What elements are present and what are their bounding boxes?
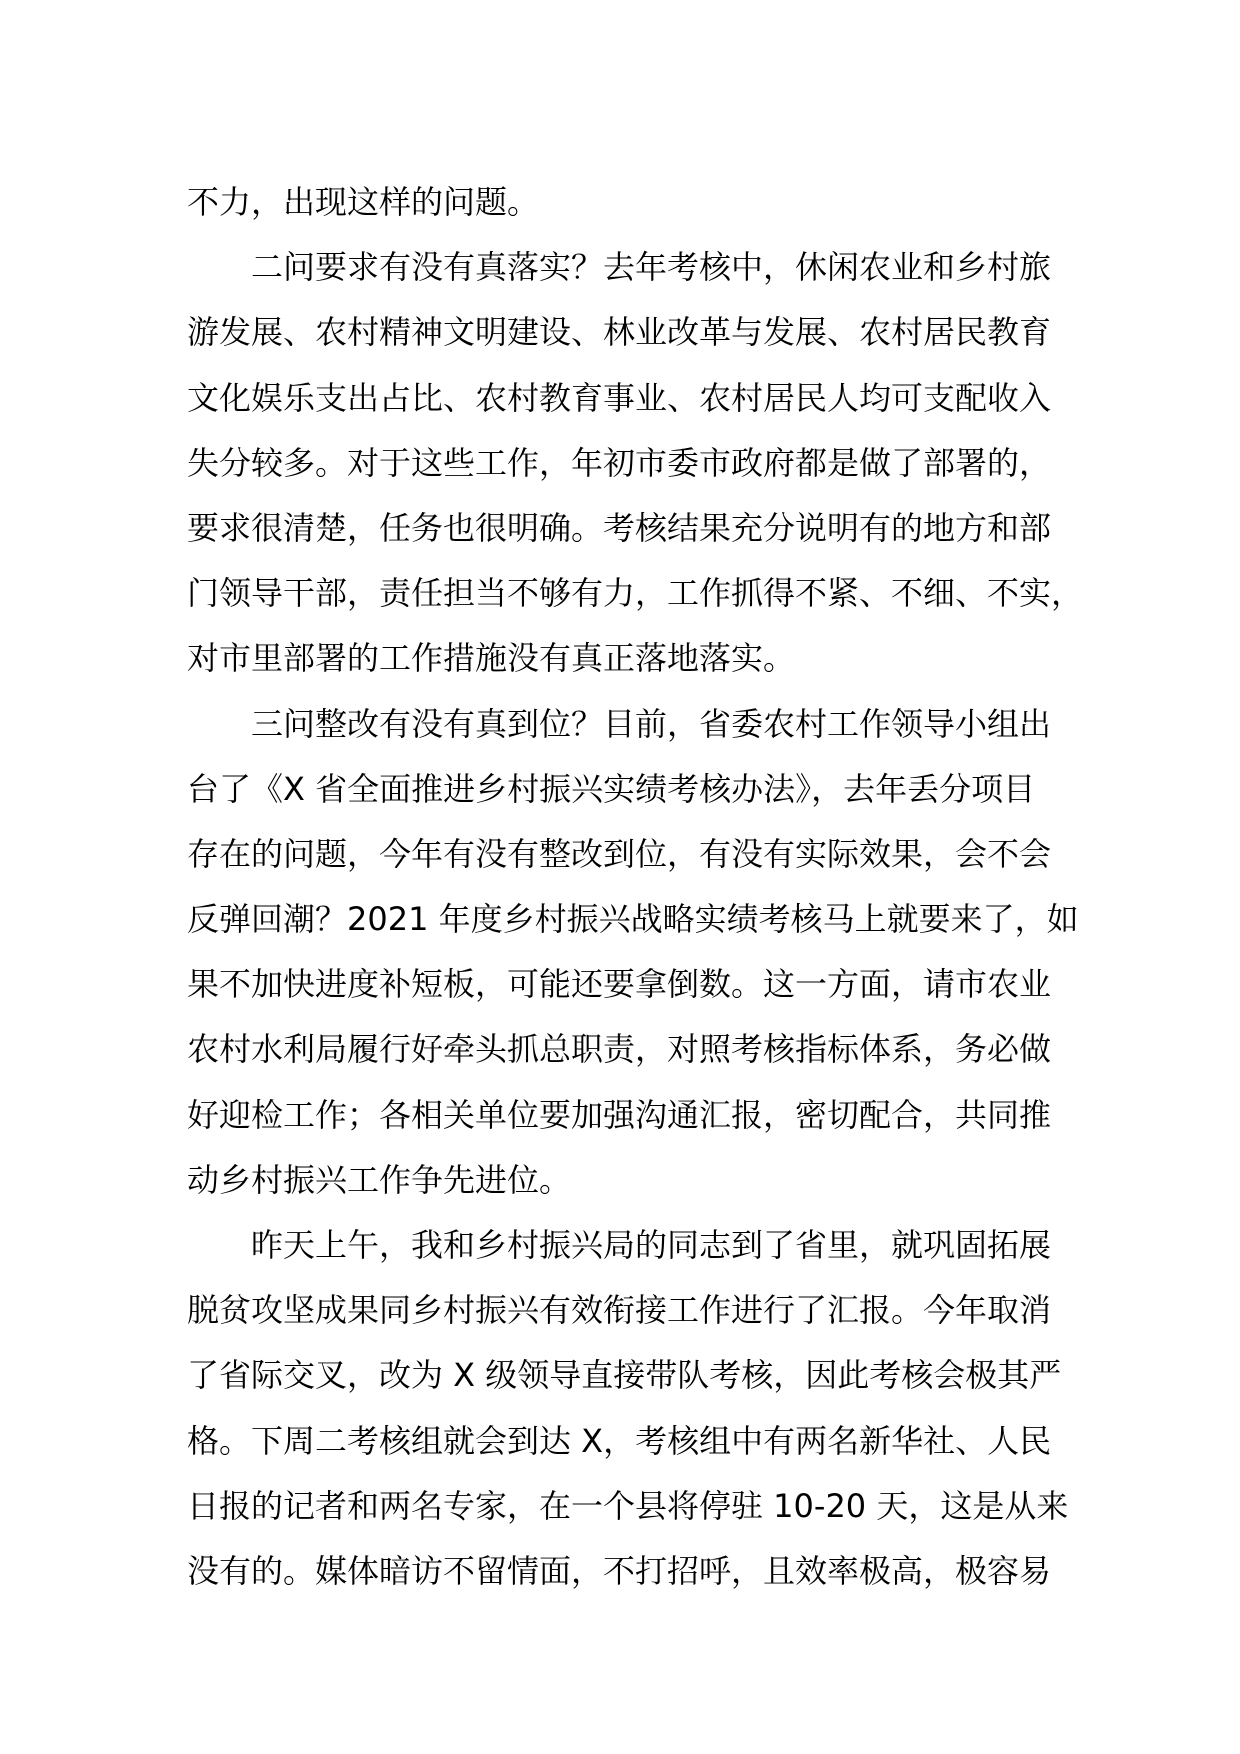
text-line: 农村水利局履行好牵头抓总职责，对照考核指标体系，务必做 [187,1030,1052,1069]
text-line: 门领导干部，责任担当不够有力，工作抓得不紧、不细、不实， [187,574,1084,613]
body-text [187,170,1087,1604]
text-line: 存在的问题，今年有没有整改到位，有没有实际效果，会不会 [187,834,1052,873]
text-line: 反弹回潮？2021 年度乡村振兴战略实绩考核马上就要来了，如 [187,900,1079,939]
text-line: 要求很清楚，任务也很明确。考核结果充分说明有的地方和部 [187,508,1052,547]
paragraph-start-line: 三问整改有没有真到位？目前，省委农村工作领导小组出 [251,704,1052,743]
text-line: 果不加快进度补短板，可能还要拿倒数。这一方面，请市农业 [187,965,1052,1004]
text-line: 了省际交叉，改为 X 级领导直接带队考核，因此考核会极其严 [187,1356,1062,1395]
text-line: 脱贫攻坚成果同乡村振兴有效衔接工作进行了汇报。今年取消 [187,1291,1052,1330]
text-line: 失分较多。对于这些工作，年初市委市政府都是做了部署的， [187,443,1052,482]
text-line: 不力，出现这样的问题。 [187,183,540,221]
text-line: 台了《X 省全面推进乡村振兴实绩考核办法》，去年丢分项目 [187,769,1036,808]
text-line: 没有的。媒体暗访不留情面，不打招呼，且效率极高，极容易 [187,1551,1052,1590]
text-line: 文化娱乐支出占比、农村教育事业、农村居民人均可支配收入 [187,378,1052,417]
text-line: 对市里部署的工作措施没有真正落地落实。 [187,639,796,678]
text-line: 好迎检工作；各相关单位要加强沟通汇报，密切配合，共同推 [187,1095,1052,1134]
text-line: 日报的记者和两名专家，在一个县将停驻 10-20 天，这是从来 [187,1486,1069,1525]
text-line: 格。下周二考核组就会到达 X，考核组中有两名新华社、人民 [187,1421,1052,1460]
paragraph-start-line: 昨天上午，我和乡村振兴局的同志到了省里，就巩固拓展 [251,1226,1052,1264]
text-line: 游发展、农村精神文明建设、林业改革与发展、农村居民教育 [187,313,1052,352]
text-line: 动乡村振兴工作争先进位。 [187,1160,572,1199]
paragraph-start-line: 二问要求有没有真落实？去年考核中，休闲农业和乡村旅 [251,248,1052,287]
